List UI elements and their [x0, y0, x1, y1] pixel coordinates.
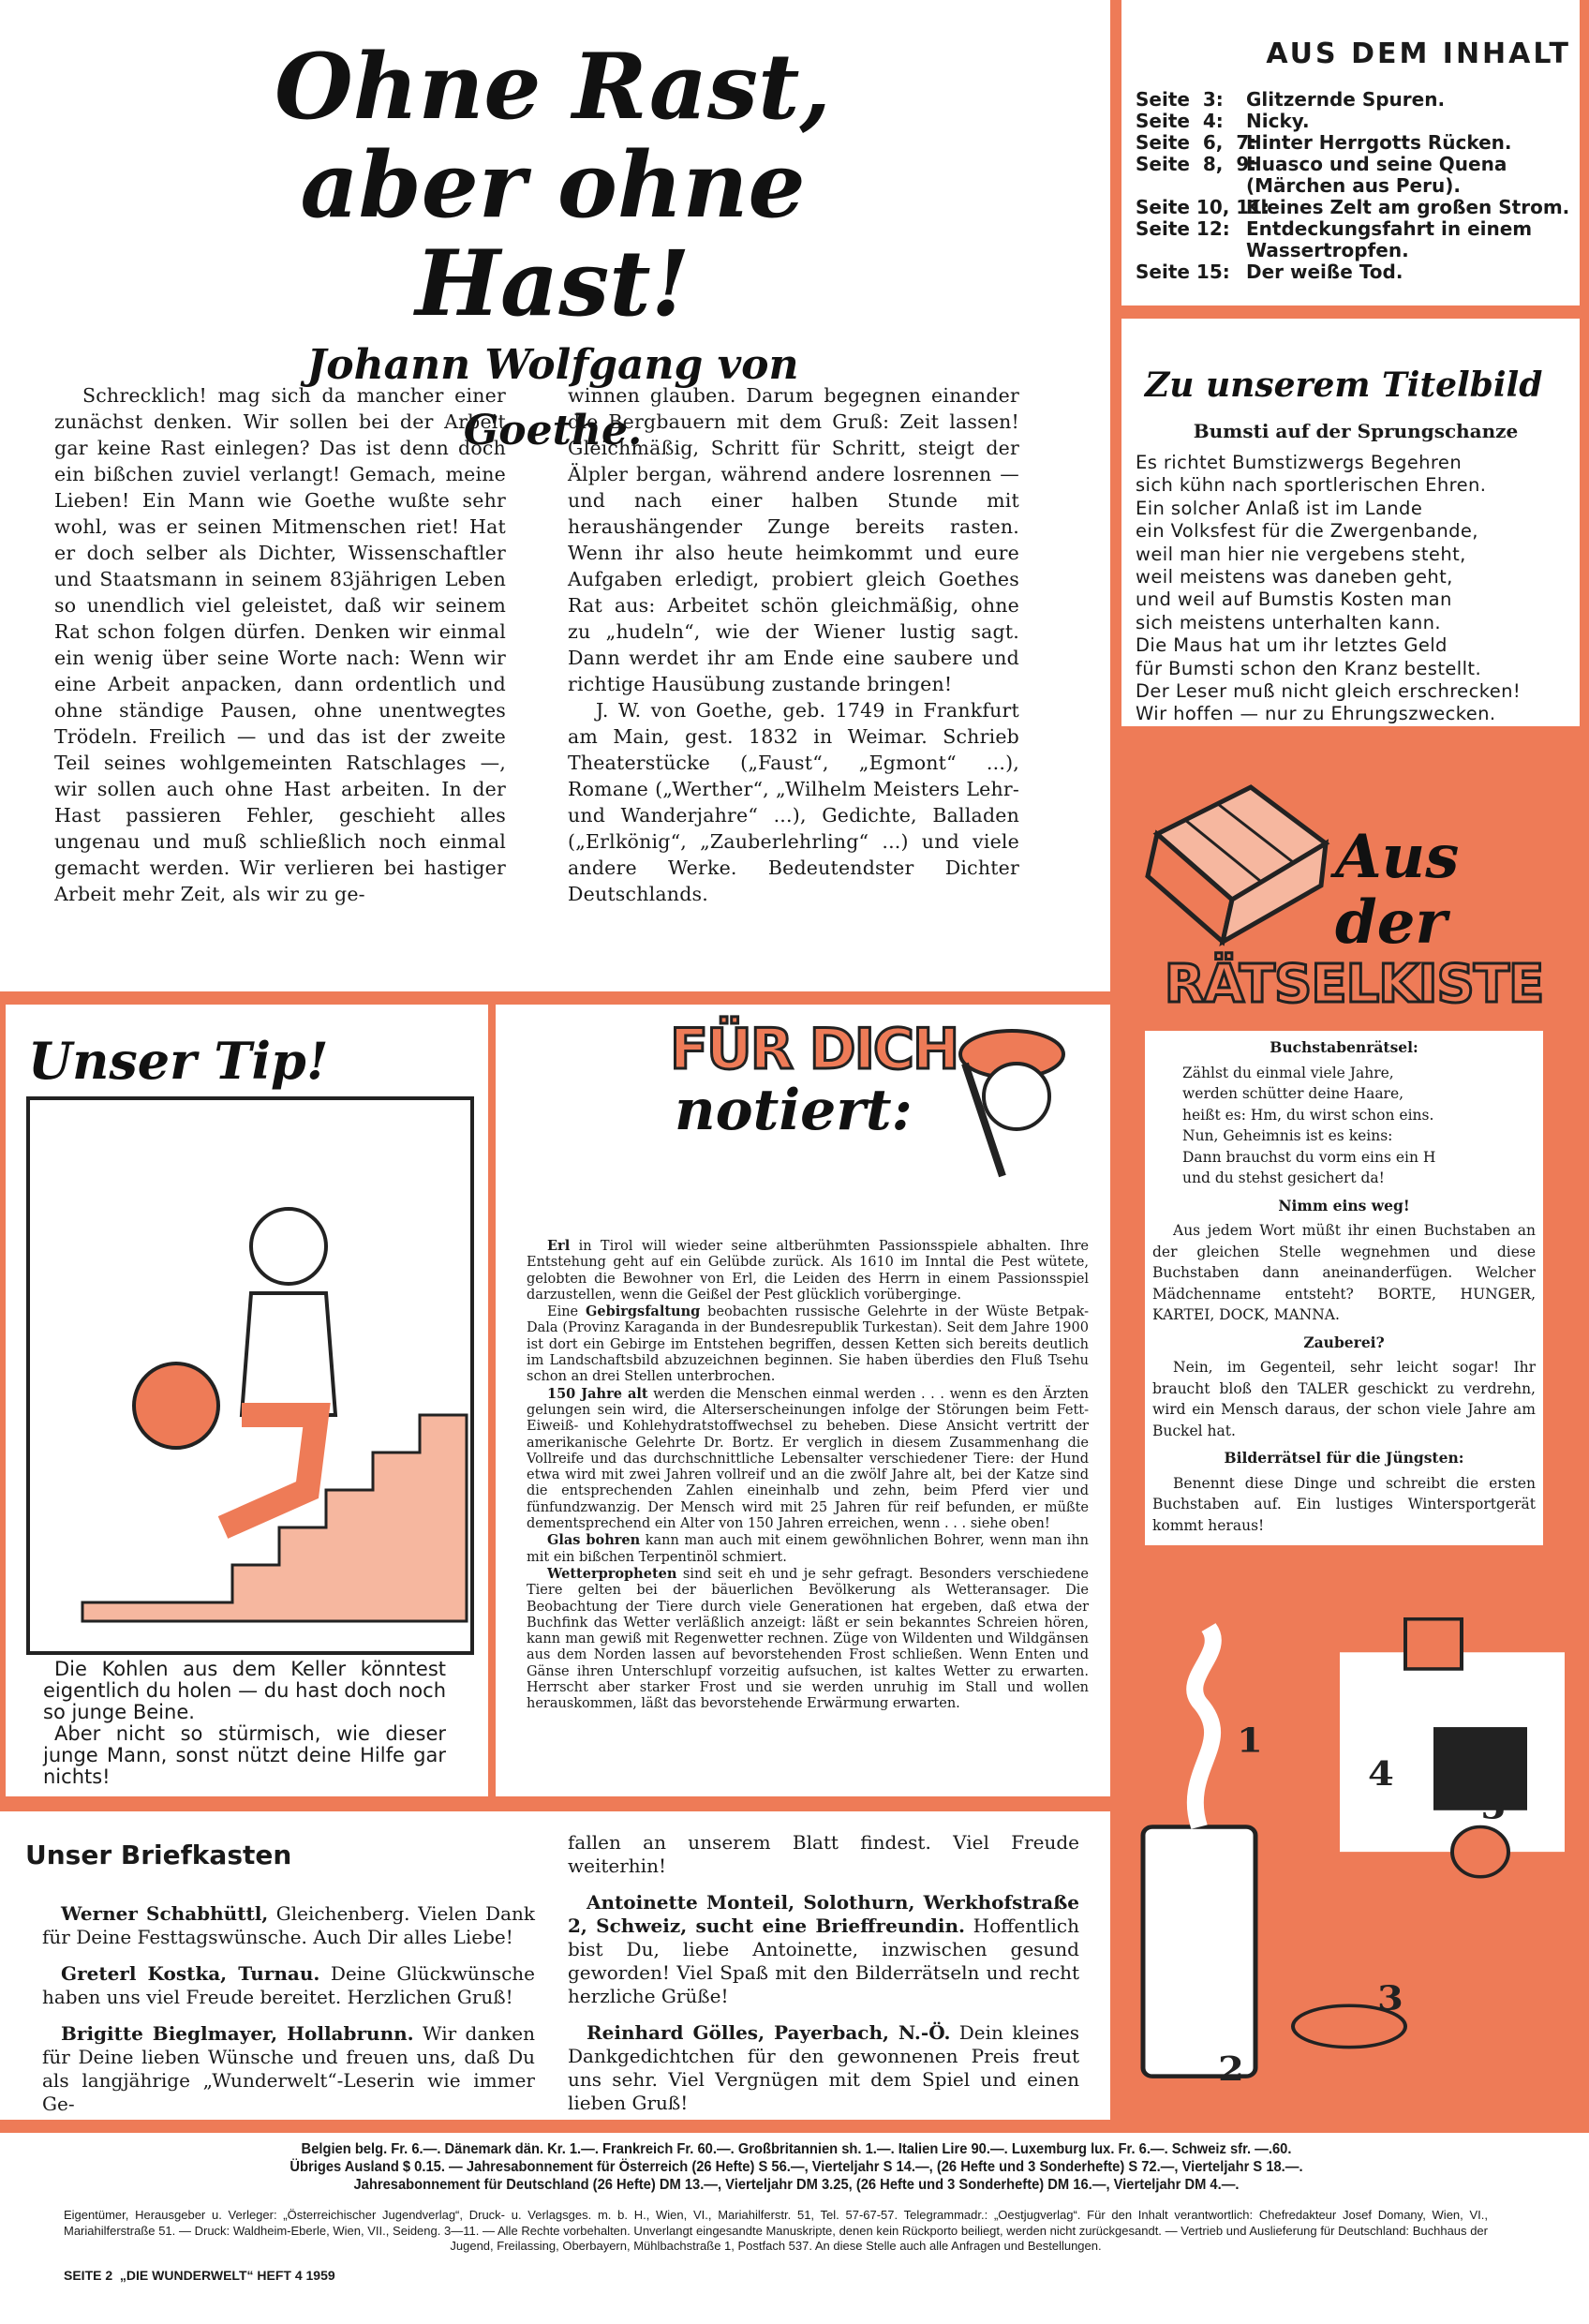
notiert-pre: Eine [547, 1304, 586, 1320]
contents-heading: AUS DEM INHALT [1266, 37, 1571, 70]
poem-line: Es richtet Bumstizwergs Begehren [1136, 452, 1463, 473]
contents-title: Kleines Zelt am großen Strom. [1246, 196, 1570, 218]
poem-line: Der Leser muß nicht gleich erschrecken! [1136, 680, 1522, 703]
notiert-body: werden die Menschen einmal werden . . . wenn es den Ärzten gelungen sein wird, die Alterserscheinungen infolge der Störungen beim Fett-Eiweiß- und Kohlehydratstoffwechsel zu beheben. Diese Ansicht vertritt der amerikanische Gelehrte Dr. Bortz. Er verglich in diesem Zusammenhang die Vollreife und das durchschnittliche Lebensalter verschiedener Tiere: der Hund etwa wird mit zwei Jahren vollreif und an die zwölf Jahre alt, bei der Katze sind die entsprechenden Zahlen eineinhalb und zehn, beim Pferd vier und fünfundzwanzig. Der Mensch wird mit 25 Jahren für reif befunden, er müßte dementsprechend ein Alter von 150 Jahren erreichen, wenn . . . siehe oben! [527, 1386, 1089, 1532]
notiert-item [527, 1304, 1089, 1385]
page-number: SEITE 2 „DIE WUNDERWELT“ HEFT 4 1959 [64, 2268, 335, 2283]
contents-page: Seite 8, 9: [1136, 153, 1257, 175]
notiert-heading-script: notiert: [675, 1078, 913, 1143]
puzzle-number-1: 1 [1237, 1721, 1263, 1761]
raetsel-bilder-text: Benennt diese Dinge und schreibt die ersten Buchstaben auf. Ein lustiges Wintersportgerät kommt heraus! [1152, 1474, 1536, 1534]
poem-line: Die Maus hat um ihr letztes Geld [1136, 634, 1448, 657]
tip-caption-2: Aber nicht so stürmisch, wie dieser junge Mann, sonst nützt deine Hilfe gar nichts! [43, 1722, 446, 1788]
titelbild-subtitle: Bumsti auf der Sprungschanze [1193, 420, 1519, 442]
raetsel-zauber-heading: Zauberei? [1303, 1333, 1385, 1351]
tip-illustration [26, 1096, 474, 1655]
contents-title: Nicky. [1246, 110, 1310, 132]
contents-title: Glitzernde Spuren. [1246, 88, 1446, 111]
raetsel-nimm-heading: Nimm eins weg! [1278, 1196, 1410, 1214]
raetsel-heading: RÄTSELKISTE [1164, 954, 1544, 1015]
titelbild-box [1136, 365, 1576, 726]
price-line: Jahresabonnement für Deutschland (26 Hefte) DM 13.—, Vierteljahr DM 3.25, (26 Hefte und 3 Sonderhefte) DM 16.—, Vierteljahr DM 4.—. [353, 2177, 1240, 2193]
contents-item [1136, 111, 1581, 132]
price-line: Belgien belg. Fr. 6.—. Dänemark dän. Kr. 1.—. Frankreich Fr. 60.—. Großbritannien sh. 1.—. Italien Lire 90.—. Luxemburg lux. Fr. 6.—. Schweiz sfr. —.60. [301, 2141, 1292, 2157]
letter-text: Wir danken für Deine lieben Wünsche und freuen uns, daß Du als langjährige „Wunderwelt“-Leserin wie immer Ge- [42, 2022, 535, 2115]
notiert-lead: Gebirgsfaltung [586, 1304, 701, 1320]
riddle-line: werden schütter deine Haare, [1182, 1085, 1404, 1102]
notiert-header [670, 1017, 1063, 1204]
notiert-item [527, 1532, 1089, 1566]
riddle-line: Zählst du einmal viele Jahre, [1182, 1064, 1394, 1081]
orange-divider-lower [0, 1796, 1115, 1811]
notiert-lead: Erl [547, 1238, 571, 1254]
picture-puzzle-illustration [1124, 1602, 1574, 2118]
letter-sender: Brigitte Bieglmayer, Hollabrunn. [61, 2022, 414, 2045]
contents-page: Seite 6, 7: [1136, 131, 1257, 154]
notiert-heading: FÜR DICH [670, 1017, 958, 1082]
poem-line: weil meistens was daneben geht, [1136, 566, 1453, 588]
contents-page: Seite 12: [1136, 217, 1230, 240]
riddle-line: und du stehst gesichert da! [1182, 1169, 1385, 1186]
notiert-body: in Tirol will wieder seine altberühmten Passionsspiele abhalten. Ihre Entstehung geht auf ein Gelübde zurück. Als 1610 im Inntal die Pest wütete, gelobten die Bewohner von Erl, die Leiden des Herrn in einem Passionsspiel darzustellen, wenn die Geißel der Pest glücklich vorüberginge. [527, 1239, 1089, 1303]
price-line: Übriges Ausland $ 0.15. — Jahresabonnement für Österreich (26 Hefte) S 56.—, Vierteljahr S 14.—, (26 Hefte und 3 Sonderhefte) S 72.—, Vierteljahr S 18.—. [290, 2159, 1303, 2175]
titelbild-poem [1136, 452, 1576, 726]
raetsel-bilder-heading: Bilderrätsel für die Jüngsten: [1224, 1449, 1464, 1467]
contents-page: Seite 10, 11: [1136, 196, 1270, 218]
contents-item [1136, 197, 1581, 218]
puzzle-number-5: 5 [1480, 1787, 1507, 1827]
notiert-body: sind seit eh und je sehr gefragt. Besonders verschiedene Tiere gelten bei der bäuerlichen Bevölkerung als Wetteransager. Die Beobachtung der Tiere durch viele Generationen hat ergeben, daß etwa der Buchfink das Wetter verläßlich anzeigt: läßt er sein bekanntes Schreien hören, kann man gewiß mit Regenwetter rechnen. Züge von Wildenten und Wildgänsen aus dem Norden lassen auf bevorstehenden Frost schließen. Wenn Enten und Gänse ihren Unterschlupf vorzeitig aufsuchen, ist kaltes Wetter zu erwarten. Herrscht aber starker Frost und sie werden unruhig im Stall und wollen herauskommen, läßt das bevorstehende Erwärmung erwarten. [527, 1566, 1089, 1712]
article-paragraph: winnen glauben. Darum begegnen einander die Bergbauern mit dem Gruß: Zeit lassen! Gleichmäßig, Schritt für Schritt, steigt der Älpler bergan, während andere losrennen — und nach einer halben Stunde mit heraushängender Zunge bereits rasten. Wenn ihr also heute heimkommt und eure Aufgaben erledigt, probiert gleich Goethes Rat aus: Arbeitet schön gleichmäßig, ohne zu „hudeln“, wie der Wiener lustig sagt. Dann werdet ihr am Ende eine saubere und richtige Hausübung zustande bringen! [568, 384, 1019, 695]
crate-icon [1138, 768, 1344, 946]
letter-item [42, 1902, 535, 1949]
letter-sender: Reinhard Gölles, Payerbach, N.-Ö. [587, 2021, 951, 2044]
footer-prices [37, 2140, 1555, 2194]
contents-title: Der weiße Tod. [1246, 261, 1403, 283]
tip-caption-1: Die Kohlen aus dem Keller könntest eigentlich du holen — du hast doch noch so junge Beine. [43, 1658, 446, 1723]
notiert-body: beobachten russische Gelehrte in der Wüste Betpak-Dala (Provinz Karaganda in der Bundesrepublik Turkestan). Seit dem Jahre 1900 ist dort ein Gebirge im Entstehen begriffen, dessen Ketten sich bereits deutlich im Landschaftsbild abzuzeichnen beginnen. Sie haben überdies den Fluß Tsehu schon an drei Stellen unterbrochen. [527, 1304, 1089, 1385]
orange-border-tip-left [0, 991, 6, 1807]
contents-page: Seite 3: [1136, 88, 1224, 111]
article-column-2 [568, 382, 1019, 907]
riddle-line: Dann brauchst du vorm eins ein H [1182, 1148, 1436, 1166]
letter-item [568, 2021, 1079, 2115]
raetsel-zauber-text: Nein, im Gegenteil, sehr leicht sogar! Ihr braucht bloß den TALER geschickt zu verdrehn, wird ein Mensch daraus, der schon viele Jahre am Buckel hat. [1152, 1359, 1536, 1439]
contents-title: Hinter Herrgotts Rücken. [1246, 131, 1512, 154]
contents-title: Huasco und seine Quena (Märchen aus Peru). [1246, 153, 1507, 197]
headline-line1: Ohne Rast, [275, 34, 831, 140]
contents-item [1136, 261, 1581, 283]
briefkasten-right [568, 1831, 1079, 2128]
tip-heading: Unser Tip! [28, 1031, 329, 1091]
briefkasten-heading: Unser Briefkasten [25, 1840, 292, 1870]
raetsel-heading-script: Aus der [1335, 822, 1460, 958]
contents-box [1136, 37, 1581, 283]
poem-line: Wir hoffen — nur zu Ehrungszwecken. [1136, 703, 1496, 725]
poem-line: sich meistens unterhalten kann. [1136, 611, 1441, 633]
headline-line2: aber ohne Hast! [300, 132, 806, 336]
contents-page: Seite 4: [1136, 110, 1224, 132]
notiert-item [527, 1566, 1089, 1713]
notiert-lead: 150 Jahre alt [547, 1385, 648, 1402]
notiert-lead: Wetterpropheten [547, 1565, 677, 1582]
puzzle-number-3: 3 [1377, 1978, 1403, 2019]
contents-page: Seite 15: [1136, 261, 1230, 283]
letter-sender: Werner Schabhüttl, [61, 1902, 269, 1925]
poem-line: sich kühn nach sportlerischen Ehren. [1136, 474, 1487, 497]
article-paragraph: Schrecklich! mag sich da mancher einer zunächst denken. Wir sollen bei der Arbeit gar keine Rast einlegen? Das ist denn doch ein bißchen zuviel verlangt! Gemach, meine Lieben! Ein Mann wie Goethe wußte sehr wohl, was er seinen Mitmenschen riet! Hat er doch selber als Dichter, Wissenschaftler und Staatsmann in seinem 83jährigen Leben so unendlich viel geleistet, daß wir seinem Rat schon folgen dürfen. Denken wir einmal ein wenig über seine Worte nach: Wenn wir eine Arbeit anpacken, dann ordentlich und ohne ständige Pausen, ohne unentwegtes Trödeln. Freilich — und das ist der zweite Teil seines wohlgemeinten Ratschlages —, wir sollen auch ohne Hast arbeiten. In der Hast passieren Fehler, geschieht alles ungenau und muß schließlich noch einmal gemacht werden. Wir verlieren bei hastiger Arbeit mehr Zeit, als wir zu ge- [54, 384, 506, 905]
briefkasten-left [42, 1902, 535, 2129]
headline-author: Johann Wolfgang von Goethe. [306, 341, 799, 454]
riddle-line: heißt es: Hm, du wirst schon eins. [1182, 1106, 1434, 1124]
poem-line: für Bumsti schon den Kranz bestellt. [1136, 657, 1482, 679]
titelbild-heading: Zu unserem Titelbild [1145, 365, 1543, 405]
letter-text: Deine Glückwünsche haben uns viel Freude bereitet. Herzlichen Gruß! [42, 1962, 535, 2008]
contents-item [1136, 89, 1581, 111]
article-paragraph: J. W. von Goethe, geb. 1749 in Frankfurt am Main, gest. 1832 in Weimar. Schrieb Theaterstücke („Faust“, „Egmont“ ...), Romane („Werther“, „Wilhelm Meisters Lehr- und Wanderjahre“ ...), Gedichte, Balladen („Erlkönig“, „Zauberlehrling“ ...) und viele andere Werke. Bedeutendster Dichter Deutschlands. [568, 699, 1019, 905]
raetsel-poem [1152, 1063, 1536, 1189]
notiert-item [527, 1238, 1089, 1304]
raetsel-text [1145, 1031, 1543, 1545]
letter-text: Hoffentlich bist Du, liebe Antoinette, inzwischen gesund geworden! Viel Spaß mit den Bilderrätseln und recht herzliche Grüße! [568, 1914, 1079, 2007]
letter-text: fallen an unserem Blatt findest. Viel Freude weiterhin! [568, 1831, 1079, 1877]
letter-item [568, 1831, 1079, 1878]
letter-sender: Greterl Kostka, Turnau. [61, 1962, 320, 1985]
poem-line: und weil auf Bumstis Kosten man [1136, 588, 1452, 611]
riddle-line: Nun, Geheimnis ist es keins: [1182, 1127, 1393, 1144]
contents-item [1136, 218, 1581, 261]
poem-line: weil man hier nie vergebens steht, [1136, 543, 1466, 565]
tip-caption [43, 1659, 446, 1788]
poem-line: ein Volksfest für die Zwergenbande, [1136, 520, 1478, 543]
contents-list [1136, 89, 1581, 283]
notiert-lead: Glas bohren [547, 1532, 641, 1549]
orange-divider-inhalt [1110, 305, 1589, 319]
puzzle-number-2: 2 [1218, 2049, 1244, 2089]
letter-sender: Antoinette Monteil, Solothurn, Werkhofstraße 2, Schweiz, sucht eine Brieffreundin. [568, 1891, 1079, 1937]
article-column-1 [54, 382, 506, 907]
letter-item [42, 1962, 535, 2009]
contents-item [1136, 154, 1581, 197]
letter-item [42, 2022, 535, 2116]
notiert-body: kann man auch mit einem gewöhnlichen Bohrer, wenn man ihn mit ein bißchen Terpentinöl schmiert. [527, 1533, 1089, 1565]
letter-text: Gleichenberg. Vielen Dank für Deine Festtagswünsche. Auch Dir alles Liebe! [42, 1902, 535, 1948]
letter-text: Dein kleines Dankgedichtchen für den gewonnenen Preis freut uns sehr. Viel Vergnügen mit dem Spiel und einen lieben Gruß! [568, 2021, 1079, 2114]
notiert-text [527, 1238, 1089, 1713]
raetsel-buchstaben-heading: Buchstabenrätsel: [1270, 1038, 1418, 1056]
reporter-icon [956, 1026, 1068, 1185]
puzzle-number-4: 4 [1368, 1754, 1394, 1794]
contents-item [1136, 132, 1581, 154]
poem-line: Ein solcher Anlaß ist im Lande [1136, 497, 1423, 519]
footer-imprint: Eigentümer, Herausgeber u. Verleger: „Österreichischer Jugendverlag“, Druck- u. Verlagsges. m. b. H., Wien, VI., Mariahilferstr. 51, Tel. 57-67-57. Telegrammadr.: „Oestjugverlag“. Für den Inhalt verantwortlich: Chefredakteur Josef Domany, Wien, VI., Mariahilferstraße 51. — Druck: Waldheim-Eberle, Wien, VII., Seideng. 3—11. — Alle Rechte vorbehalten. Unverlangt eingesandte Manuskripte, denen kein Rückporto beiliegt, werden nicht zurückgesandt. — Vertrieb und Auslieferung für Deutschland: Buchhaus der Jugend, Freilassing, Oberbayern, Mühlbachstraße 1, Postfach 537. An diese Stelle auch alle Anfragen und Bestellungen. [64, 2208, 1488, 2253]
raetsel-header [1129, 750, 1579, 1031]
raetsel-nimm-text: Aus jedem Wort müßt ihr einen Buchstaben an der gleichen Stelle wegnehmen und diese Buchstaben dann aneinanderfügen. Welcher Mädchenname entsteht? BORTE, HUNGER, KARTEI, DOCK, MANNA. [1152, 1222, 1536, 1323]
orange-divider-tip [488, 991, 496, 1807]
contents-title: Entdeckungsfahrt in einem Wassertropfen. [1246, 217, 1533, 261]
letter-item [568, 1891, 1079, 2008]
notiert-item [527, 1386, 1089, 1533]
